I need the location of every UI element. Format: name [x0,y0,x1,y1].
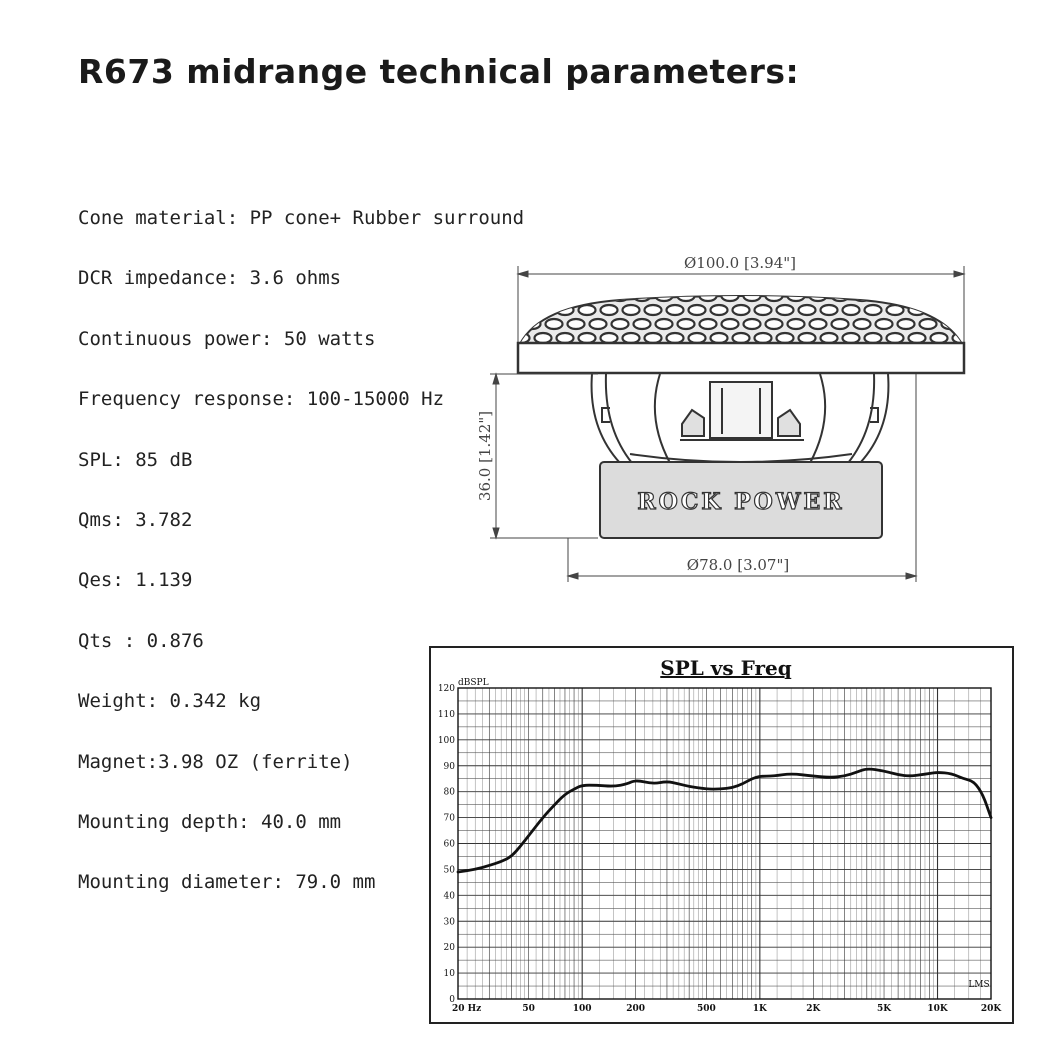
page-title: R673 midrange technical parameters: [78,52,800,91]
grille-cell [557,333,574,343]
spec-mounting-diameter: Mounting diameter: 79.0 mm [78,871,376,894]
grille-cell [865,333,882,343]
grille-cell [832,319,849,329]
x-tick-label: 5K [876,1004,892,1014]
grille-cell [656,291,673,301]
depth-dimension [490,374,598,538]
grille-cell [733,305,750,315]
spec-cone-material: Cone material: PP cone+ Rubber surround [78,207,525,229]
spec-spl: SPL: 85 dB [78,448,193,471]
grille-cell [722,319,739,329]
grille-cell [821,305,838,315]
grille-cell [931,305,948,315]
spec-magnet: Magnet:3.98 OZ (ferrite) [78,750,353,773]
y-tick-label: 120 [437,684,455,694]
grille-cell [546,291,563,301]
grille-cell [777,333,794,343]
grille-cell [513,305,530,315]
x-tick-label: 100 [572,1004,592,1014]
spl-chart-svg [428,645,1015,1025]
depth-label: 36.0 [1.42"] [476,410,494,502]
grille-cell [843,305,860,315]
grille-cell [810,291,827,301]
grille-cell [502,319,519,329]
grille-cell [601,333,618,343]
grille-cell [623,333,640,343]
y-tick-label: 50 [443,865,455,876]
spec-frequency-response: Frequency response: 100-15000 Hz [78,388,445,411]
grille-cell [942,291,959,301]
speaker-drawing [470,248,990,588]
grille-cell [832,291,849,301]
grille-cell [733,333,750,343]
x-tick-label: 2K [806,1004,821,1014]
grille-cell [590,319,607,329]
chart-corner-label: LMS [968,980,990,990]
grille-cell [755,333,772,343]
grille-cell [898,319,915,329]
grille-cell [689,305,706,315]
grille-cell [788,319,805,329]
x-tick-label: 1K [752,1004,767,1014]
grille-cell [909,333,926,343]
speaker-basket [592,374,889,463]
grille-cell [535,305,552,315]
grille-cell [502,291,519,301]
grille-cell [689,333,706,343]
grille-cell [898,291,915,301]
grille-cell [535,333,552,343]
grille-cell [634,319,651,329]
spec-dcr-impedance: DCR impedance: 3.6 ohms [78,267,342,290]
spec-qes: Qes: 1.139 [78,569,193,592]
grille-cell [590,291,607,301]
grille-cell [920,291,937,301]
y-tick-label: 10 [443,969,455,980]
grille-cell [601,305,618,315]
grille-cell [568,319,585,329]
grille-cell [876,319,893,329]
grille-cell [711,333,728,343]
grille-cell [920,319,937,329]
chart-ylabel: dBSPL [458,678,489,688]
chart-title: SPL vs Freq [660,656,792,680]
grille-cell [524,291,541,301]
y-tick-label: 60 [443,839,455,850]
brand-logo: ROCK POWER [637,489,845,515]
x-tick-label: 20 Hz [452,1004,482,1014]
grille-cell [766,319,783,329]
grille-cell [568,291,585,301]
spec-qms: Qms: 3.782 [78,508,193,531]
y-tick-label: 80 [443,787,455,798]
x-tick-label: 500 [696,1004,716,1014]
spl-chart [428,645,1015,1025]
grille-cell [645,305,662,315]
grille-cell [667,305,684,315]
grille-cell [755,305,772,315]
grille-cell [887,333,904,343]
grille-cell [546,319,563,329]
chart-frame [430,647,1013,1023]
grille-cell [865,305,882,315]
grille-cell [876,291,893,301]
grille-cell [744,319,761,329]
grille-cell [700,319,717,329]
y-tick-label: 0 [449,995,455,1005]
y-tick-label: 20 [443,943,455,954]
grille-cell [579,305,596,315]
grille-cell [579,333,596,343]
grille-cell [777,305,794,315]
spec-weight: Weight: 0.342 kg [78,690,262,713]
y-tick-label: 100 [437,735,455,746]
x-tick-label: 50 [522,1004,535,1014]
spec-continuous-power: Continuous power: 50 watts [78,327,376,350]
grille-cell [634,291,651,301]
grille-cell [931,333,948,343]
y-tick-label: 110 [437,709,455,720]
y-tick-label: 40 [443,891,455,902]
spec-qts: Qts : 0.876 [78,629,204,652]
grille-cell [799,305,816,315]
grille-cell [810,319,827,329]
grille-icon [502,291,970,344]
spec-mounting-depth: Mounting depth: 40.0 mm [78,810,342,833]
grille-cell [843,333,860,343]
grille-cell [887,305,904,315]
base-diameter-label: Ø78.0 [3.07"] [686,556,790,574]
speaker-flange [518,343,964,373]
x-tick-label: 200 [626,1004,646,1014]
outer-diameter-label: Ø100.0 [3.94"] [683,254,797,272]
grille-cell [656,319,673,329]
grille-cell [667,333,684,343]
grille-cell [821,333,838,343]
grille-cell [678,319,695,329]
grille-cell [623,305,640,315]
grille-cell [645,333,662,343]
y-tick-label: 70 [443,813,455,824]
x-tick-label: 20K [980,1004,1002,1014]
grille-cell [854,319,871,329]
grille-cell [612,319,629,329]
grille-cell [711,305,728,315]
y-tick-label: 90 [443,761,455,772]
x-tick-label: 10K [927,1004,948,1014]
y-tick-label: 30 [443,917,455,928]
grille-cell [799,333,816,343]
grille-cell [953,305,970,315]
